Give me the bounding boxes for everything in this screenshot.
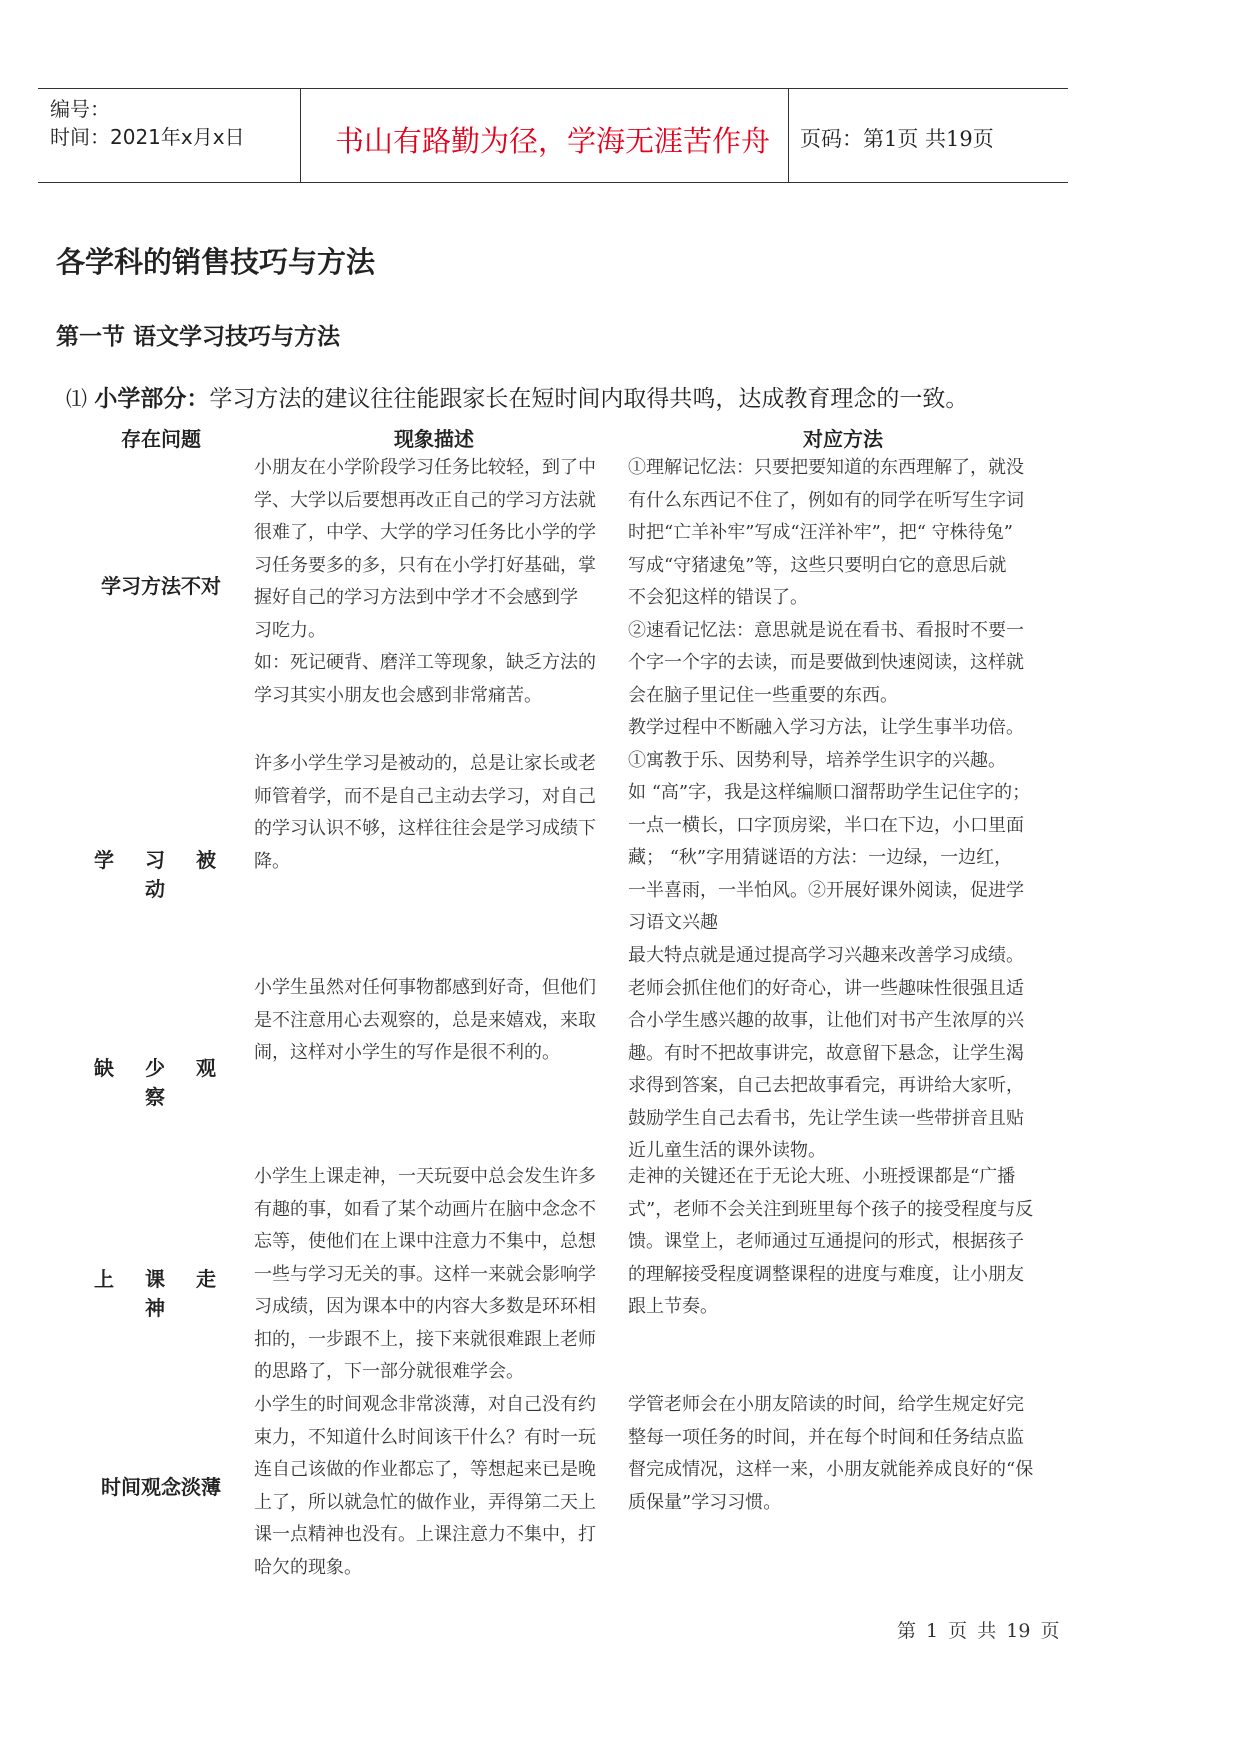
row-description: 小学生的时间观念非常淡薄，对自己没有约 束力，不知道什么时间该干什么？有时一玩 连自己该做的作业都忘了，等想起来已是晚 上了，所以就急忙的做作业，弄得第二天上 课一点精神也没有。上课注意力不集中，打 哈欠的现象。 (254, 1394, 596, 1578)
header-meta (50, 95, 245, 151)
row-method: 教学过程中不断融入学习方法，让学生事半功倍。 ①寓教于乐、因势利导，培养学生识字的兴趣。 如 “高”字，我是这样编顺口溜帮助学生记住字的； 一点一横长，口字顶房梁，半口在下边，小口里面 藏； “秋”字用猜谜语的方法：一边绿，一边红， 一半喜雨，一半怕风。②开展好课外阅读，促进学 习语文兴趣 (628, 717, 1031, 933)
row-method: ①理解记忆法：只要把要知道的东西理解了，就没 有什么东西记不住了，例如有的同学在听写生字词 时把“亡羊补牢”写成“汪洋补牢”，把“ 守株待兔” 写成“守猪逮兔”等，这些只要明白它的意思后就 不会犯这样的错误了。 ②速看记忆法：意思就是说在看书、看报时不要一 个字一个字的去读，而是要做到快速阅读，这样就 会在脑子里记住一些重要的东西。 (628, 457, 1024, 706)
table-row (0, 452, 1241, 712)
row-description: 小学生上课走神，一天玩耍中总会发生许多 有趣的事，如看了某个动画片在脑中念念不 忘等，使他们在上课中注意力不集中，总想 一些与学习无关的事。这样一来就会影响学 习成绩，因为课本中的内容大多数是环环相 扣的，一步跟不上，接下来就很难跟上老师 的思路了，下一部分就很难学会。 (254, 1166, 596, 1382)
row-issue: 上 课 走 神 (94, 1267, 228, 1320)
document-title: 各学科的销售技巧与方法 (56, 245, 376, 279)
row-issue: 学习方法不对 (101, 574, 221, 598)
section-title: 第一节 语文学习技巧与方法 (56, 324, 341, 350)
row-method: 学管老师会在小朋友陪读的时间，给学生规定好完 整每一项任务的时间，并在每个时间和任务结点监 督完成情况，这样一来，小朋友就能养成良好的“保 质保量”学习习惯。 (628, 1394, 1034, 1513)
header-motto: 书山有路勤为径，学海无涯苦作舟 (334, 124, 770, 158)
header-page-code: 页码：第1页 共19页 (800, 127, 994, 151)
doc-time: 时间：2021年x月x日 (50, 125, 245, 149)
doc-code-label: 编号： (50, 97, 110, 121)
row-issue: 缺 少 观 察 (94, 1056, 228, 1109)
table-row (0, 1161, 1241, 1389)
page-header (38, 88, 1068, 183)
row-method: 最大特点就是通过提高学习兴趣来改善学习成绩。 老师会抓住他们的好奇心，讲一些趣味性很强且适 合小学生感兴趣的故事，让他们对书产生浓厚的兴 趣。有时不把故事讲完，故意留下悬念，让学生渴 求得到答案，自己去把故事看完，再讲给大家听， 鼓励学生自己去看书，先让学生读一些带拼音且贴 近儿童生活的课外读物。 (628, 945, 1024, 1161)
header-divider (788, 89, 789, 182)
intro-line (66, 380, 968, 413)
page-footer: 第 1 页 共 19 页 (897, 1620, 1060, 1642)
row-issue: 学 习 被 动 (94, 848, 228, 901)
row-description: 小朋友在小学阶段学习任务比较轻，到了中 学、大学以后要想再改正自己的学习方法就 很难了，中学、大学的学习任务比小学的学 习任务要多的多，只有在小学打好基础，掌 握好自己的学习方法到中学才不会感到学 习吃力。 如：死记硬背、磨洋工等现象，缺乏方法的 学习其实小朋友也会感到非常痛苦。 (254, 457, 596, 706)
row-description: 小学生虽然对任何事物都感到好奇，但他们 是不注意用心去观察的，总是来嬉戏，来取 闹，这样对小学生的写作是很不利的。 (254, 977, 596, 1063)
row-description: 许多小学生学习是被动的，总是让家长或老 师管着学，而不是自己主动去学习，对自己 的学习认识不够，这样往往会是学习成绩下 降。 (254, 753, 596, 872)
intro-number: ⑴ (66, 387, 87, 411)
row-method: 走神的关键还在于无论大班、小班授课都是“广播 式”，老师不会关注到班里每个孩子的接受程度与反 馈。课堂上，老师通过互通提问的形式，根据孩子 的理解接受程度调整课程的进度与难度，让小朋友 跟上节奏。 (628, 1166, 1034, 1317)
column-header-issue: 存在问题 (121, 427, 201, 451)
table-row (0, 1389, 1241, 1589)
intro-text: 学习方法的建议往往能跟家长在短时间内取得共鸣，达成教育理念的一致。 (209, 386, 969, 412)
intro-lead: 小学部分： (94, 386, 210, 412)
table-row (0, 712, 1241, 940)
table-row (0, 940, 1241, 1168)
column-header-description: 现象描述 (394, 427, 474, 451)
row-issue: 时间观念淡薄 (101, 1475, 221, 1499)
column-header-method: 对应方法 (803, 427, 883, 451)
